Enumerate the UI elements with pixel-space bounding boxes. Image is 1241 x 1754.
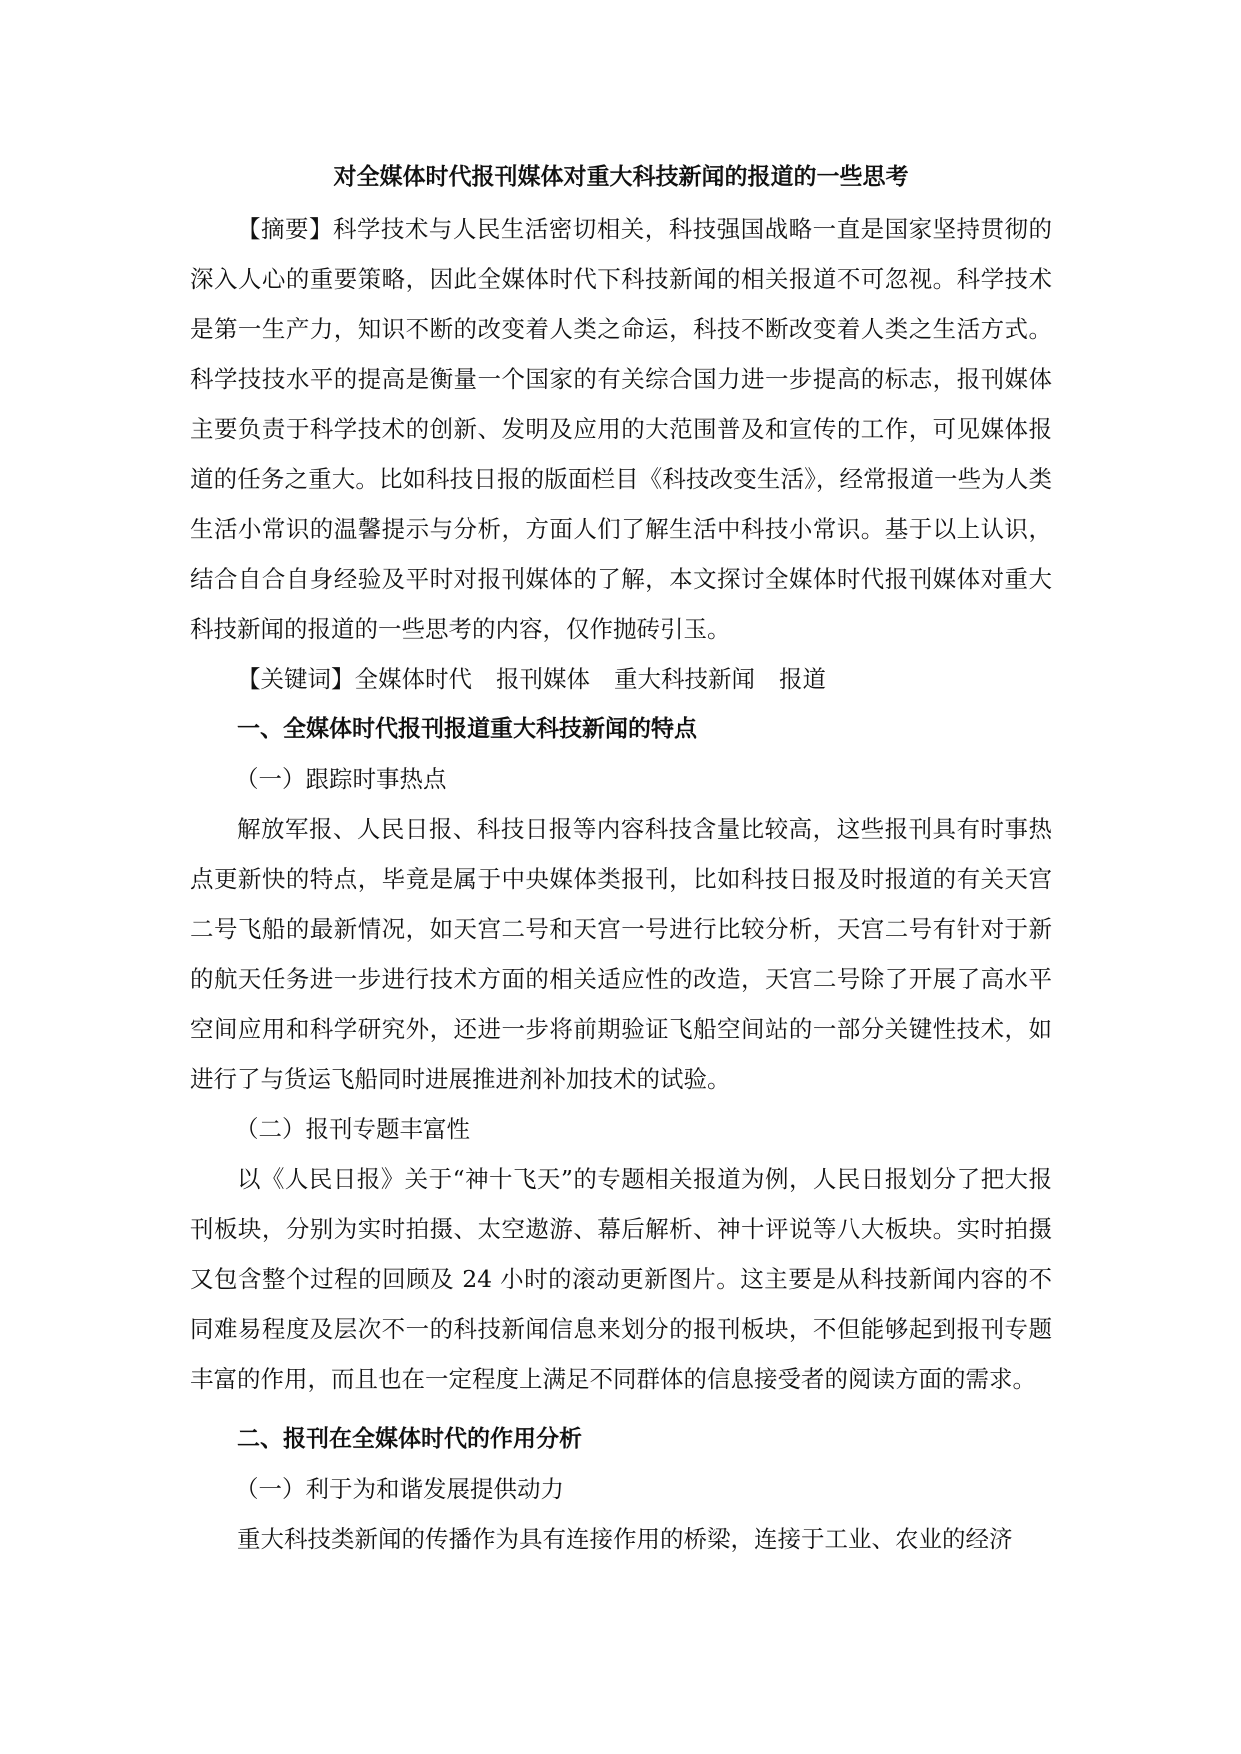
document-title: 对全媒体时代报刊媒体对重大科技新闻的报道的一些思考 [333, 163, 909, 190]
subsection-heading: （二）报刊专题丰富性 [235, 1115, 470, 1143]
keywords-line [190, 654, 1052, 704]
keyword-term: 报道 [779, 665, 826, 693]
keywords-label: 【关键词】 [237, 665, 355, 693]
keyword-term: 重大科技新闻 [614, 665, 755, 693]
body-paragraph: 解放军报、人民日报、科技日报等内容科技含量比较高，这些报刊具有时事热点更新快的特点，毕竟是属于中央媒体类报刊，比如科技日报及时报道的有关天宫二号飞船的最新情况，如天宫二号和天宫一号进行比较分析，天宫二号有针对于新的航天任务进一步进行技术方面的相关适应性的改造，天宫二号除了开展了高水平空间应用和科学研究外，还进一步将前期验证飞船空间站的一部分关键性技术，如进行了与货运飞船同时进展推进剂补加技术的试验。 [190, 815, 1052, 1093]
section-heading: 二、报刊在全媒体时代的作用分析 [237, 1425, 582, 1452]
section-heading: 一、全媒体时代报刊报道重大科技新闻的特点 [237, 715, 697, 742]
subsection-heading: （一）利于为和谐发展提供动力 [235, 1475, 564, 1503]
body-paragraph: 重大科技类新闻的传播作为具有连接作用的桥梁，连接于工业、农业的经济 [237, 1525, 1013, 1553]
keyword-term: 全媒体时代 [354, 665, 472, 693]
section-gap [190, 1404, 1052, 1414]
document-page [190, 150, 1052, 1564]
abstract-paragraph: 【摘要】科学技术与人民生活密切相关，科技强国战略一直是国家坚持贯彻的深入人心的重要策略，因此全媒体时代下科技新闻的相关报道不可忽视。科学技术是第一生产力，知识不断的改变着人类之命运，科技不断改变着人类之生活方式。科学技技水平的提高是衡量一个国家的有关综合国力进一步提高的标志，报刊媒体主要负责于科学技术的创新、发明及应用的大范围普及和宣传的工作，可见媒体报道的任务之重大。比如科技日报的版面栏目《科技改变生活》，经常报道一些为人类生活小常识的温馨提示与分析，方面人们了解生活中科技小常识。基于以上认识，结合自合自身经验及平时对报刊媒体的了解，本文探讨全媒体时代报刊媒体对重大科技新闻的报道的一些思考的内容，仅作抛砖引玉。 [190, 215, 1052, 643]
keyword-term: 报刊媒体 [496, 665, 590, 693]
subsection-heading: （一）跟踪时事热点 [235, 765, 447, 793]
body-paragraph: 以《人民日报》关于“神十飞天”的专题相关报道为例，人民日报划分了把大报刊板块，分别为实时拍摄、太空遨游、幕后解析、神十评说等八大板块。实时拍摄又包含整个过程的回顾及 24 小时的滚动更新图片。这主要是从科技新闻内容的不同难易程度及层次不一的科技新闻信息来划分的报刊板块，不但能够起到报刊专题丰富的作用，而且也在一定程度上满足不同群体的信息接受者的阅读方面的需求。 [190, 1165, 1052, 1393]
